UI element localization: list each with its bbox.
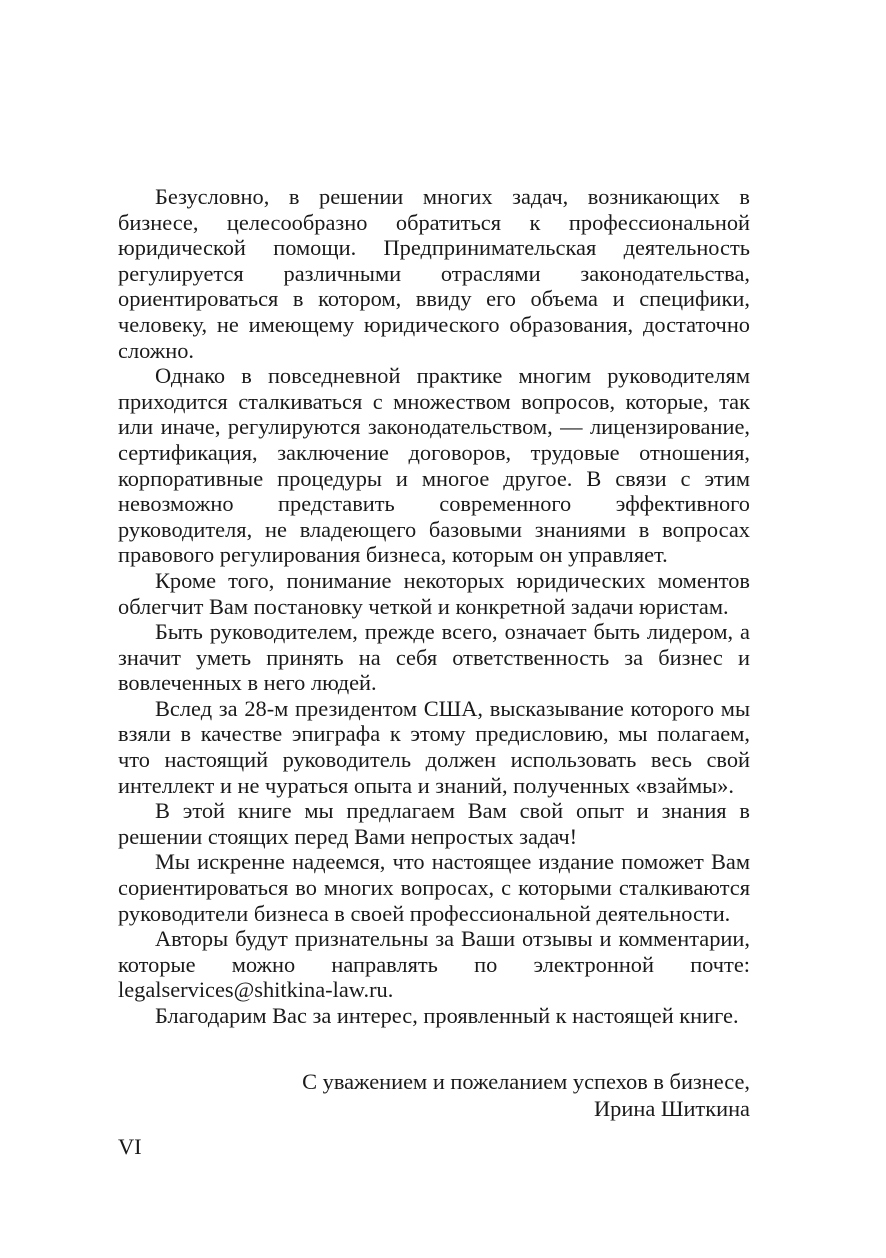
paragraph: Безусловно, в решении многих задач, возникающих в бизнесе, целесообразно обратиться к профессиональной юридической помощи. Предпринимательская деятельность регулируется различными отраслями законодательства, ориентироваться в котором, ввиду его объема и специфики, человеку, не имеющему юридического образования, достаточно сложно. bbox=[118, 184, 750, 363]
paragraph: Авторы будут признательны за Ваши отзывы и комментарии, которые можно направлять по электронной почте: legalservices@shitkina-law.ru. bbox=[118, 926, 750, 1003]
paragraph: В этой книге мы предлагаем Вам свой опыт и знания в решении стоящих перед Вами непростых задач! bbox=[118, 798, 750, 849]
paragraph: Кроме того, понимание некоторых юридических моментов облегчит Вам постановку четкой и конкретной задачи юристам. bbox=[118, 567, 750, 619]
paragraph: Быть руководителем, прежде всего, означает быть лидером, а значит уметь принять на себя ответственность за бизнес и вовлеченных в него людей. bbox=[118, 619, 750, 696]
page-number: VI bbox=[118, 1134, 142, 1159]
paragraph: Мы искренне надеемся, что настоящее издание поможет Вам сориентироваться во многих вопросах, с которыми сталкиваются руководители бизнеса в своей профессиональной деятельности. bbox=[118, 849, 750, 926]
paragraph: Вслед за 28-м президентом США, высказывание которого мы взяли в качестве эпиграфа к этому предисловию, мы полагаем, что настоящий руководитель должен использовать весь свой интеллект и не чураться опыта и знаний, полученных «взаймы». bbox=[118, 695, 750, 798]
paragraph: Благодарим Вас за интерес, проявленный к настоящей книге. bbox=[155, 1003, 739, 1028]
preface-body bbox=[118, 184, 750, 1029]
closing-line: С уважением и пожеланием успехов в бизнесе, bbox=[302, 1069, 750, 1094]
author-name: Ирина Шиткина bbox=[593, 1096, 750, 1121]
paragraph: Однако в повседневной практике многим руководителям приходится сталкиваться с множеством вопросов, которые, так или иначе, регулируются законодательством, — лицензирование, сертификация, заключение договоров, трудовые отношения, корпоративные процедуры и многое другое. В связи с этим невозможно представить современного эффективного руководителя, не владеющего базовыми знаниями в вопросах правового регулирования бизнеса, которым он управляет. bbox=[118, 363, 750, 568]
signature-block bbox=[118, 1068, 750, 1122]
